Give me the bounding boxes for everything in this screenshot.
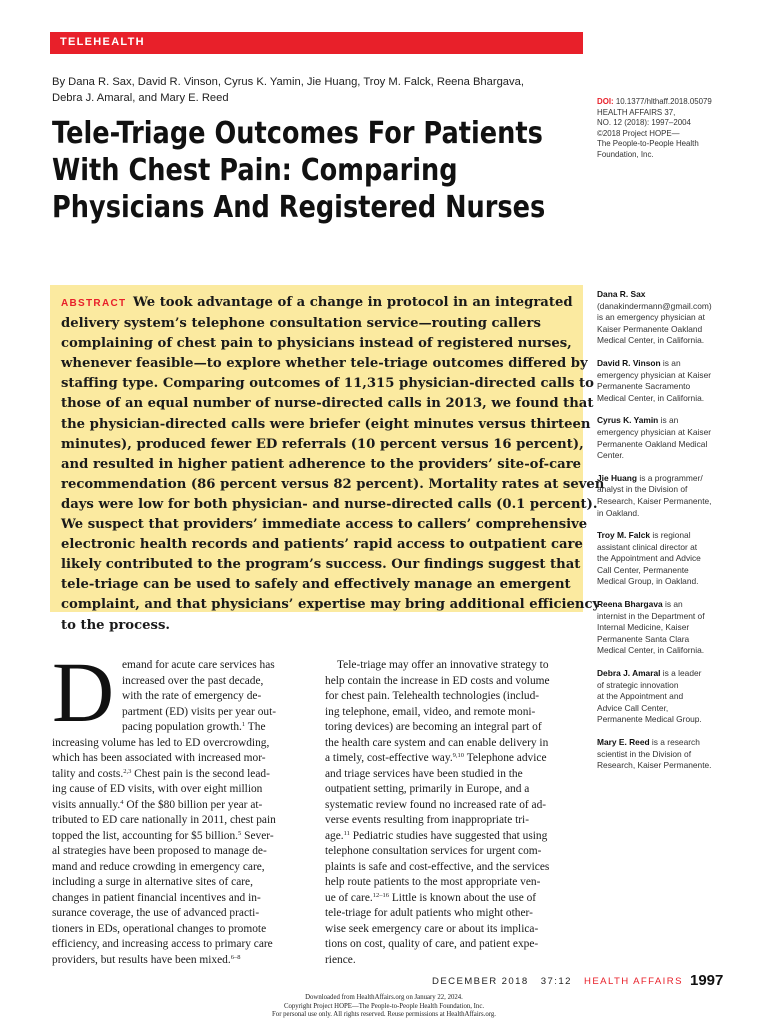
body-column-left xyxy=(52,658,310,968)
doi-link[interactable]: 10.1377/hlthaff.2018.05079 xyxy=(615,97,712,106)
citation-ref[interactable]: 1 xyxy=(241,721,246,728)
affiliation-line: at the Appointment and xyxy=(597,691,684,702)
affiliation-line: emergency physician at Kaiser xyxy=(597,426,712,437)
body-text: visits annually. xyxy=(52,798,121,811)
citation-line: NO. 12 (2018): 1997–2004 xyxy=(597,118,691,128)
affiliation-line: assistant clinical director at xyxy=(597,541,698,552)
body-line: increased over the past decade, xyxy=(122,674,264,687)
body-line: the health care system and can enable delivery in xyxy=(325,736,549,749)
abstract-line: recommendation (86 percent versus 82 percent). Mortality rates at seven xyxy=(61,476,605,492)
abstract-line: delivery system’s telephone consultation service—routing callers xyxy=(61,316,541,332)
citation-ref[interactable]: 5 xyxy=(238,829,242,837)
citation-line: ©2018 Project HOPE— xyxy=(597,128,680,138)
affiliation-line: Permanente Oakland Medical xyxy=(597,438,708,449)
abstract-line: likely contributed to the program’s success. Our findings suggest that xyxy=(61,557,581,573)
author-heading xyxy=(597,358,762,370)
body-line xyxy=(52,798,310,814)
abstract-line xyxy=(61,293,604,314)
abstract-line: minutes), produced fewer ED referrals (10 percent versus 16 percent), xyxy=(61,436,584,452)
body-line: plaints is safe and cost-effective, and the services xyxy=(325,860,550,873)
affiliation-line: Medical Center, in California. xyxy=(597,335,705,346)
footer-date: DECEMBER 2018 xyxy=(432,976,529,987)
author-affiliation xyxy=(597,473,762,519)
affiliation-line: in Oakland. xyxy=(597,507,640,518)
body-line xyxy=(52,720,310,736)
author-name: Reena Bhargava xyxy=(597,599,663,610)
body-line: with the rate of emergency de- xyxy=(122,690,262,702)
abstract-line: complaining of chest pain to physicians instead of registered nurses, xyxy=(61,336,572,352)
body-text: Of the $80 billion per year at- xyxy=(123,798,263,811)
author-name: Cyrus K. Yamin xyxy=(597,415,659,426)
body-text: ue of care. xyxy=(325,891,373,904)
affiliation-line: Internal Medicine, Kaiser xyxy=(597,622,690,633)
email-link[interactable]: (danakindermann@gmail.com) xyxy=(597,300,712,311)
author-byline xyxy=(52,74,572,106)
affiliation-line: scientist in the Division of xyxy=(597,748,692,759)
download-line: Downloaded from HealthAffairs.org on January 22, 2024. xyxy=(305,994,463,1001)
abstract-line: We suspect that providers’ immediate access to callers’ comprehensive xyxy=(61,517,588,533)
author-heading xyxy=(597,415,762,427)
body-line: tributed to ED care nationally in 2011, chest pain xyxy=(52,814,276,826)
citation-block xyxy=(597,97,762,161)
abstract-line: days were low for both physician- and nurse-directed calls (0.1 percent). xyxy=(61,496,598,512)
body-text: Sever- xyxy=(241,829,274,842)
abstract-line: electronic health records and patients’ rapid access to outpatient care xyxy=(61,537,583,553)
abstract-line: to the process. xyxy=(61,617,170,633)
section-label: TELEHEALTH xyxy=(60,36,145,48)
abstract-line: and resulted in higher patient adherence to the providers’ site-of-care xyxy=(61,456,582,472)
affiliation-line: analyst in the Division of xyxy=(597,484,688,495)
affiliation-line: is regional xyxy=(650,530,691,541)
affiliation-line: Permanente Sacramento xyxy=(597,381,691,392)
affiliation-line: Kaiser Permanente Oakland xyxy=(597,323,703,334)
body-line: help route patients to the most appropriate ven- xyxy=(325,876,541,888)
author-heading xyxy=(597,599,762,611)
body-text: tality and costs. xyxy=(52,767,124,780)
body-line: wise seek emergency care or about its implica- xyxy=(325,922,539,935)
body-line: changes in patient financial incentives and in- xyxy=(52,891,261,904)
author-affiliation xyxy=(597,415,762,461)
citation-ref[interactable]: 12–16 xyxy=(372,891,389,899)
body-line: help contain the increase in ED costs and volume xyxy=(325,674,550,687)
body-line: increasing volume has led to ED overcrowding, xyxy=(52,736,270,749)
affiliation-line: is an xyxy=(660,357,681,368)
body-line: toring devices) are becoming an integral part of xyxy=(325,721,542,733)
body-line: and triage services have been studied in the xyxy=(325,767,523,780)
author-name: Mary E. Reed xyxy=(597,737,650,747)
body-text: pacing population growth. xyxy=(122,721,242,733)
body-line: including a surge in alternative sites of care, xyxy=(52,876,253,888)
affiliation-line: the Appointment and Advice xyxy=(597,553,701,564)
citation-line: The People-to-People Health xyxy=(597,139,699,149)
body-line xyxy=(52,953,310,969)
affiliation-line: of strategic innovation xyxy=(597,679,679,690)
body-text: a timely, cost-effective way. xyxy=(325,752,453,764)
body-line: ing telephone, email, video, and remote moni- xyxy=(325,705,536,718)
author-name: Jie Huang xyxy=(597,472,638,483)
author-affiliation xyxy=(597,530,762,588)
title-line: Tele-Triage Outcomes For Patients xyxy=(52,116,543,151)
footer-journal: HEALTH AFFAIRS xyxy=(584,976,683,987)
byline-line: By Dana R. Sax, David R. Vinson, Cyrus K. Yamin, Jie Huang, Troy M. Falck, Reena Bhargava, xyxy=(52,76,524,88)
citation-ref[interactable]: 6–8 xyxy=(230,953,241,961)
body-line: telephone consultation services for urgent com- xyxy=(325,845,542,857)
title-line: With Chest Pain: Comparing xyxy=(52,153,458,188)
doi-label: DOI: xyxy=(597,97,614,106)
author-heading xyxy=(597,530,762,542)
body-line: tele-triage for adult patients who might other- xyxy=(325,907,533,919)
affiliation-line: Medical Group, in Oakland. xyxy=(597,576,699,587)
citation-line: HEALTH AFFAIRS 37, xyxy=(597,107,676,117)
affiliation-line: is an emergency physician at xyxy=(597,312,705,323)
footer-issue: 37:12 xyxy=(540,976,572,987)
affiliation-line: Medical Center, in California. xyxy=(597,645,705,656)
body-line: systematic review found no increased rate of ad- xyxy=(325,798,547,811)
abstract-box xyxy=(50,285,605,633)
abstract-line: staffing type. Comparing outcomes of 11,315 physician-directed calls to xyxy=(61,376,594,392)
abstract-line: tele-triage can be used to safely and effectively manage an emergent xyxy=(61,577,571,593)
download-notice xyxy=(0,994,768,1020)
body-line: partment (ED) visits per year out- xyxy=(122,705,277,718)
affiliation-line: Call Center, Permanente xyxy=(597,564,689,575)
author-affiliation xyxy=(597,599,762,657)
citation-ref[interactable]: 2,3 xyxy=(123,767,132,775)
drop-cap: D xyxy=(52,644,115,740)
citation-line: Foundation, Inc. xyxy=(597,149,654,159)
author-heading xyxy=(597,289,762,301)
author-affiliations xyxy=(597,289,762,783)
citation-ref[interactable]: 9,10 xyxy=(452,752,465,759)
abstract-first-line: We took advantage of a change in protocol in an integrated xyxy=(133,295,573,310)
citation-ref[interactable]: 4 xyxy=(120,798,124,806)
body-text: Telephone advice xyxy=(464,752,547,764)
body-line xyxy=(325,891,583,907)
download-line: Copyright Project HOPE—The People-to-People Health Foundation, Inc. xyxy=(283,1002,485,1010)
abstract-text xyxy=(61,293,604,636)
body-line: rience. xyxy=(325,953,356,966)
body-text: Little is known about the use of xyxy=(389,891,537,904)
body-line: Tele-triage may offer an innovative strategy to xyxy=(337,659,549,671)
affiliation-line: Medical Center, in California. xyxy=(597,392,705,403)
section-header-bar xyxy=(50,32,583,54)
body-line: which has been associated with increased mor- xyxy=(52,752,266,764)
body-line xyxy=(325,751,583,767)
body-line xyxy=(52,829,310,845)
body-column-right xyxy=(325,658,583,968)
affiliation-line: is a programmer/ xyxy=(637,472,703,483)
affiliation-line: internist in the Department of xyxy=(597,610,705,621)
affiliation-line: Center. xyxy=(597,450,625,461)
body-line: efficiency, and increasing access to primary care xyxy=(52,938,273,950)
affiliation-line: emergency physician at Kaiser xyxy=(597,369,712,380)
author-affiliation xyxy=(597,358,762,404)
author-heading xyxy=(597,668,762,680)
affiliation-line: Research, Kaiser Permanente. xyxy=(597,760,712,771)
author-affiliation xyxy=(597,289,762,347)
body-line: for chest pain. Telehealth technologies (includ- xyxy=(325,690,540,702)
abstract-label: ABSTRACT xyxy=(61,298,127,309)
author-heading xyxy=(597,473,762,485)
author-name: David R. Vinson xyxy=(597,357,661,368)
author-name: Dana R. Sax xyxy=(597,289,646,299)
body-line: emand for acute care services has xyxy=(122,659,275,671)
doi-line xyxy=(597,97,762,108)
abstract-line: those of an equal number of nurse-directed calls in 2013, we found that xyxy=(61,396,594,412)
affiliation-line: is a research xyxy=(649,737,700,747)
body-line: al strategies have been proposed to manage de- xyxy=(52,845,267,857)
byline-line: Debra J. Amaral, and Mary E. Reed xyxy=(52,92,229,104)
running-footer xyxy=(432,976,683,987)
abstract-line: the physician-directed calls were briefer (eight minutes versus thirteen xyxy=(61,416,591,432)
body-text: The xyxy=(245,721,266,733)
title-line: Physicians And Registered Nurses xyxy=(52,190,546,225)
download-line: For personal use only. All rights reserved. Reuse permissions at HealthAffairs.org. xyxy=(272,1011,496,1019)
body-line: surance coverage, the use of advanced practi- xyxy=(52,907,260,919)
abstract-line: whenever feasible—to explore whether tele-triage outcomes differed by xyxy=(61,356,588,372)
body-text: topped the list, accounting for $5 billion. xyxy=(52,829,239,842)
author-heading xyxy=(597,737,762,749)
citation-ref[interactable]: 11 xyxy=(343,829,350,837)
body-line: verse events resulting from inappropriate tri- xyxy=(325,814,530,826)
affiliation-line: is a leader xyxy=(660,668,702,679)
affiliation-line: Research, Kaiser Permanente, xyxy=(597,495,712,506)
author-affiliation xyxy=(597,737,762,772)
body-line xyxy=(52,767,310,783)
author-name: Troy M. Falck xyxy=(597,530,651,541)
body-line: outpatient setting, primarily in Europe, and a xyxy=(325,783,530,795)
affiliation-line: Permanente Medical Group. xyxy=(597,714,702,725)
author-name: Debra J. Amaral xyxy=(597,668,661,679)
body-line xyxy=(325,829,583,845)
body-line: tions on cost, quality of care, and patient expe- xyxy=(325,938,539,950)
body-text: Chest pain is the second lead- xyxy=(131,767,270,780)
affiliation-line: Advice Call Center, xyxy=(597,702,669,713)
affiliation-line: is an xyxy=(662,599,683,610)
abstract-line: complaint, and that physicians’ expertise may bring additional efficiency xyxy=(61,597,601,613)
body-text: Pediatric studies have suggested that using xyxy=(349,829,548,842)
body-line: mand and reduce crowding in emergency care, xyxy=(52,860,265,873)
body-text: providers, but results have been mixed. xyxy=(52,953,231,966)
body-line: ing cause of ED visits, with over eight million xyxy=(52,783,263,795)
body-text: age. xyxy=(325,829,344,842)
body-line: tioners in EDs, operational changes to promote xyxy=(52,922,267,935)
author-affiliation xyxy=(597,668,762,726)
affiliation-line: Permanente Santa Clara xyxy=(597,633,690,644)
page-number: 1997 xyxy=(690,972,724,989)
affiliation-line: is an xyxy=(658,415,679,426)
article-title xyxy=(52,115,546,226)
